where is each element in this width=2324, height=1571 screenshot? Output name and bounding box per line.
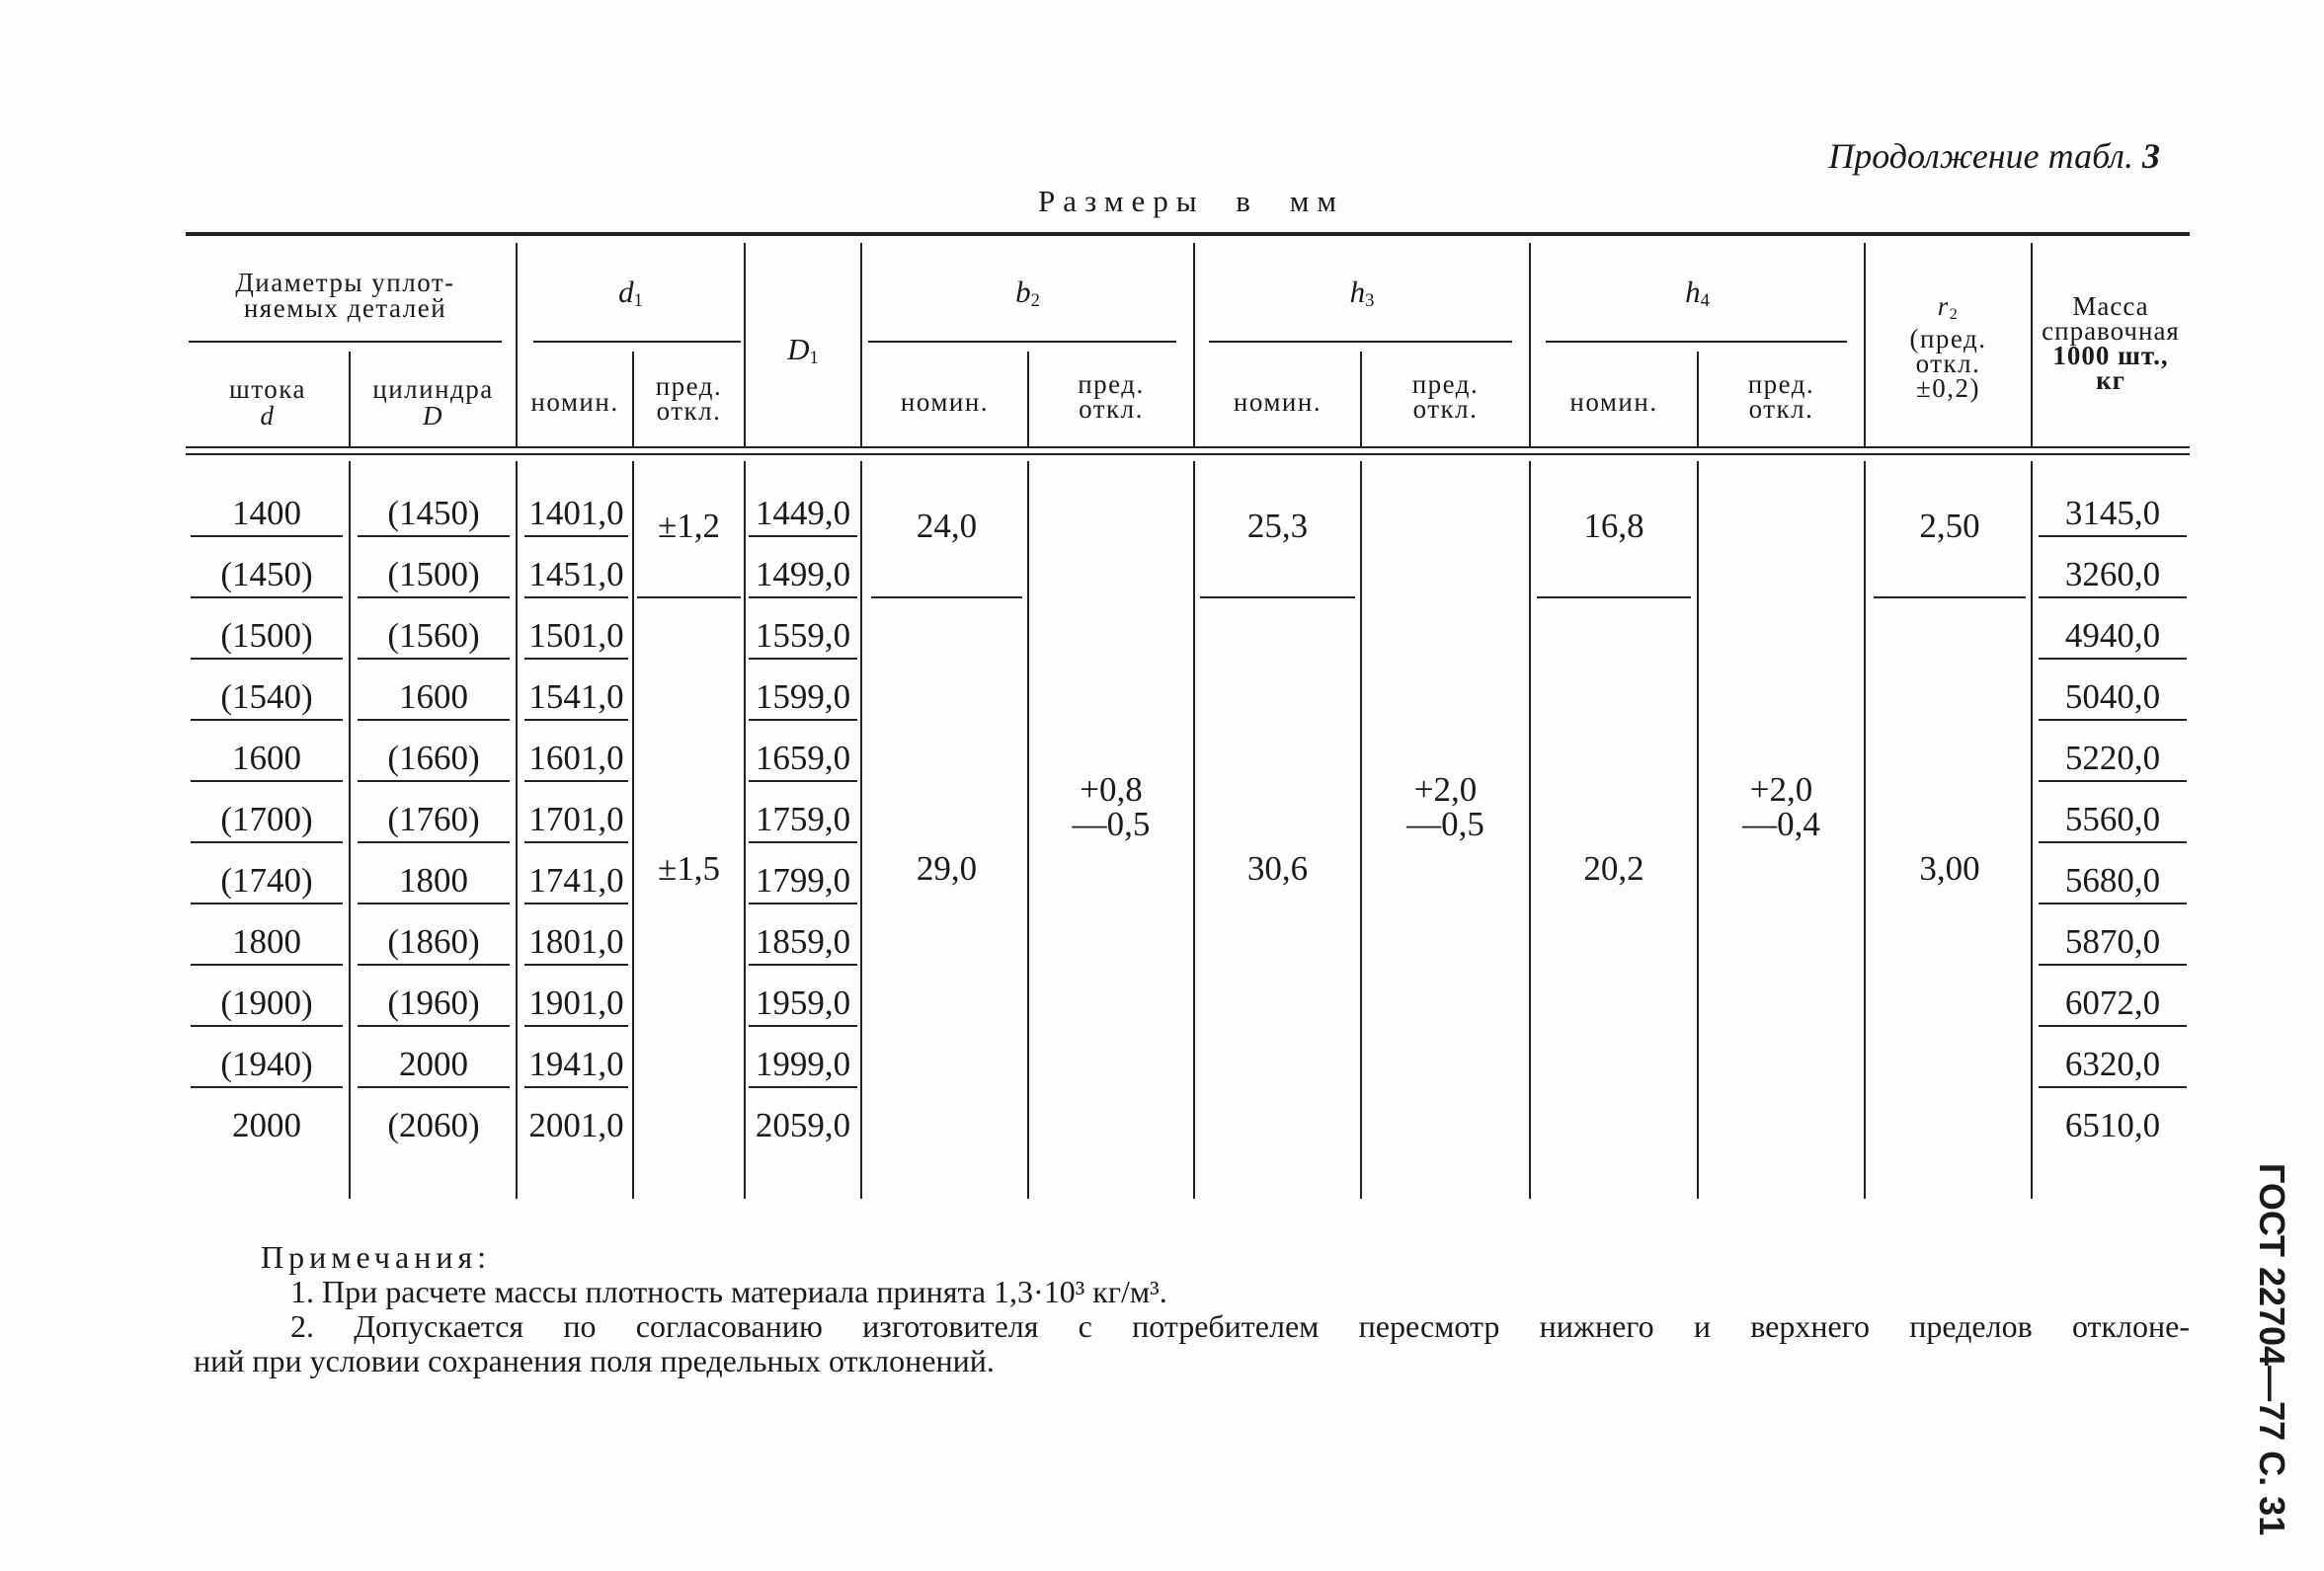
cylinder-diameter-cell: (1450) xyxy=(358,476,510,537)
cylinder-diameter-cell: 2000 xyxy=(358,1027,510,1088)
body-column-rule xyxy=(2031,461,2033,1199)
cylinder-diameter-cell: (1860) xyxy=(358,904,510,966)
diameters-header-line: Диаметры уплот- xyxy=(235,268,455,297)
h4-nominal-cell: 20,2 xyxy=(1583,849,1644,888)
r2-note-line: откл. xyxy=(1915,349,1981,378)
b2-subscript: 2 xyxy=(1030,290,1040,311)
header-group-rule xyxy=(533,341,741,343)
r2-value-cell: 3,00 xyxy=(1919,849,1980,888)
deviation-label-line: откл. xyxy=(1748,394,1814,424)
h4-nominal-cell: 16,8 xyxy=(1537,476,1691,598)
rod-diameter-cell: (1540) xyxy=(191,660,343,721)
D1-value-cell: 1599,0 xyxy=(749,660,857,721)
D1-value-cell: 1759,0 xyxy=(749,782,857,843)
tolerance-value: —0,5 xyxy=(1072,805,1151,843)
d1-header xyxy=(517,275,745,319)
d1-nominal-cell: 2001,0 xyxy=(528,1106,624,1144)
rod-symbol: d xyxy=(260,401,276,431)
tolerance-value: +2,0 xyxy=(1749,770,1813,809)
cylinder-diameter-cell: (1500) xyxy=(358,537,510,598)
body-column-rule xyxy=(1864,461,1866,1199)
diameters-group-header xyxy=(189,270,502,321)
body-column-rule xyxy=(1697,461,1699,1199)
notes-block xyxy=(194,1240,2190,1378)
rod-diameter-cell: 2000 xyxy=(232,1106,301,1144)
rod-diameter-cell: (1450) xyxy=(191,537,343,598)
D1-value-cell: 1959,0 xyxy=(749,966,857,1027)
body-column-rule xyxy=(516,461,518,1199)
tolerance-value: +0,8 xyxy=(1080,770,1143,809)
rod-header xyxy=(186,376,350,430)
d1-symbol: d xyxy=(618,275,634,309)
h4-nominal-header: номин. xyxy=(1569,387,1658,417)
note-2: 2. Допускается по согласованию изготовителя с потребителем пересмотр нижнего и верхнего пределов отклоне- xyxy=(290,1308,2190,1344)
b2-header xyxy=(861,275,1194,319)
d1-nominal-cell: 1941,0 xyxy=(524,1027,628,1088)
r2-note-line: ±0,2) xyxy=(1915,373,1981,403)
d1-nominal-cell: 1741,0 xyxy=(524,843,628,904)
deviation-label-line: откл. xyxy=(1079,394,1144,424)
tolerance-value: +2,0 xyxy=(1413,770,1478,809)
D1-value-cell: 1859,0 xyxy=(749,904,857,966)
D1-value-cell: 1799,0 xyxy=(749,843,857,904)
mass-value-cell: 5680,0 xyxy=(2039,843,2187,904)
r2-value-cell: 2,50 xyxy=(1874,476,2026,598)
body-column-rule xyxy=(1529,461,1531,1199)
d1-nominal-cell: 1401,0 xyxy=(524,476,628,537)
cylinder-diameter-cell: (1760) xyxy=(358,782,510,843)
b2-nominal-header: номин. xyxy=(900,387,990,417)
h3-symbol: h xyxy=(1349,275,1366,309)
b2-nominal-cell: 29,0 xyxy=(916,849,978,888)
d1-nominal-cell: 1801,0 xyxy=(524,904,628,966)
rod-diameter-cell: (1940) xyxy=(191,1027,343,1088)
D1-header xyxy=(745,332,861,376)
h3-nominal-header: номин. xyxy=(1233,387,1322,417)
table-number: 3 xyxy=(2142,136,2160,176)
mass-value-cell: 6072,0 xyxy=(2039,966,2187,1027)
r2-symbol: r xyxy=(1937,291,1950,321)
h3-nominal-cell: 25,3 xyxy=(1200,476,1355,598)
header-group-rule xyxy=(189,341,502,343)
note-2-continued: ний при условии сохранения поля предельных отклонений. xyxy=(194,1343,995,1378)
h4-deviation-cell xyxy=(1702,476,1861,841)
h3-nominal-cell: 30,6 xyxy=(1246,849,1309,888)
deviation-label-line: пред. xyxy=(1411,369,1480,399)
mass-value-cell: 5040,0 xyxy=(2039,660,2187,721)
rod-diameter-cell: 1800 xyxy=(191,904,343,966)
D1-subscript: 1 xyxy=(809,348,819,368)
cylinder-diameter-cell: (1960) xyxy=(358,966,510,1027)
continuation-text: Продолжение табл. xyxy=(1828,136,2133,176)
header-bottom-rule xyxy=(186,446,2190,448)
mass-header xyxy=(2032,291,2190,395)
D1-value-cell: 1449,0 xyxy=(749,476,857,537)
table-continuation-label xyxy=(1828,134,2160,178)
D1-value-cell: 1499,0 xyxy=(749,537,857,598)
deviation-label-line: откл. xyxy=(656,396,722,426)
d1-deviation-cell: ±1,5 xyxy=(658,849,720,888)
D1-value-cell: 2059,0 xyxy=(755,1106,851,1144)
body-column-rule xyxy=(1027,461,1029,1199)
h4-subscript: 4 xyxy=(1700,290,1710,311)
cylinder-diameter-cell: 1600 xyxy=(358,660,510,721)
mass-header-line: кг xyxy=(2096,365,2125,395)
h3-deviation-header xyxy=(1361,369,1530,424)
notes-title: Примечания: xyxy=(261,1239,492,1275)
d1-nominal-cell: 1901,0 xyxy=(524,966,628,1027)
mass-header-line: 1000 шт., xyxy=(2052,341,2169,370)
header-group-rule xyxy=(1209,341,1512,343)
D1-value-cell: 1659,0 xyxy=(749,721,857,782)
b2-deviation-cell xyxy=(1032,476,1190,841)
mass-value-cell: 6320,0 xyxy=(2039,1027,2187,1088)
body-column-rule xyxy=(860,461,862,1199)
body-column-rule xyxy=(1360,461,1362,1199)
r2-subscript: 2 xyxy=(1949,305,1960,323)
header-group-rule xyxy=(868,341,1176,343)
cylinder-diameter-cell: (1560) xyxy=(358,598,510,660)
mass-value-cell: 3260,0 xyxy=(2039,537,2187,598)
d1-deviation-cell: ±1,2 xyxy=(637,476,741,598)
units-caption: Размеры в мм xyxy=(1038,184,1344,218)
header-bottom-rule xyxy=(186,453,2190,455)
d1-deviation-header xyxy=(633,371,745,426)
D1-value-cell: 1999,0 xyxy=(749,1027,857,1088)
rod-header-label: штока xyxy=(229,374,306,404)
body-column-rule xyxy=(349,461,351,1199)
h3-deviation-cell xyxy=(1365,476,1526,841)
body-column-rule xyxy=(632,461,634,1199)
rod-diameter-cell: (1740) xyxy=(191,843,343,904)
deviation-label-line: пред. xyxy=(655,371,723,401)
D1-value-cell: 1559,0 xyxy=(749,598,857,660)
d1-nominal-cell: 1601,0 xyxy=(524,721,628,782)
mass-value-cell: 3145,0 xyxy=(2039,476,2187,537)
mass-header-line: Масса xyxy=(2072,291,2149,321)
h4-symbol: h xyxy=(1685,275,1701,309)
r2-note-line: (пред. xyxy=(1909,324,1987,353)
D1-symbol: D xyxy=(787,332,810,366)
table-top-rule xyxy=(186,232,2190,236)
mass-value-cell: 6510,0 xyxy=(2064,1106,2161,1144)
deviation-label-line: пред. xyxy=(1078,369,1145,399)
rod-diameter-cell: 1400 xyxy=(191,476,343,537)
rod-diameter-cell: (1500) xyxy=(191,598,343,660)
d1-nominal-header: номин. xyxy=(530,387,619,417)
deviation-label-line: откл. xyxy=(1412,394,1479,424)
b2-symbol: b xyxy=(1015,275,1031,309)
mass-value-cell: 5560,0 xyxy=(2039,782,2187,843)
cylinder-header xyxy=(350,376,517,430)
header-group-rule xyxy=(1546,341,1847,343)
rod-diameter-cell: (1700) xyxy=(191,782,343,843)
h3-header xyxy=(1194,275,1530,319)
diameters-header-line: няемых деталей xyxy=(243,293,447,323)
h4-header xyxy=(1530,275,1865,319)
rod-diameter-cell: 1600 xyxy=(191,721,343,782)
tolerance-value: —0,5 xyxy=(1406,805,1484,843)
tolerance-value: —0,4 xyxy=(1742,805,1820,843)
h3-subscript: 3 xyxy=(1365,290,1375,311)
rod-diameter-cell: (1900) xyxy=(191,966,343,1027)
d1-subscript: 1 xyxy=(633,290,643,311)
b2-deviation-header xyxy=(1028,369,1194,424)
d1-nominal-cell: 1451,0 xyxy=(524,537,628,598)
page-footer-label: ГОСТ 22704—77 С. 31 xyxy=(2252,1163,2292,1536)
h4-deviation-header xyxy=(1698,369,1865,424)
cylinder-diameter-cell: (2060) xyxy=(387,1106,480,1144)
mass-value-cell: 5870,0 xyxy=(2039,904,2187,966)
mass-value-cell: 5220,0 xyxy=(2039,721,2187,782)
mass-value-cell: 4940,0 xyxy=(2039,598,2187,660)
body-column-rule xyxy=(1193,461,1195,1199)
d1-nominal-cell: 1541,0 xyxy=(524,660,628,721)
cylinder-diameter-cell: (1660) xyxy=(358,721,510,782)
r2-header xyxy=(1865,291,2032,403)
deviation-label-line: пред. xyxy=(1747,369,1815,399)
body-column-rule xyxy=(744,461,746,1199)
d1-nominal-cell: 1501,0 xyxy=(524,598,628,660)
d1-nominal-cell: 1701,0 xyxy=(524,782,628,843)
note-1: 1. При расчете массы плотность материала принята 1,3·10³ кг/м³. xyxy=(290,1274,1167,1309)
mass-header-line: справочная xyxy=(2042,316,2180,346)
cylinder-diameter-cell: 1800 xyxy=(358,843,510,904)
cylinder-symbol: D xyxy=(423,401,443,431)
b2-nominal-cell: 24,0 xyxy=(871,476,1022,598)
cylinder-header-label: цилиндра xyxy=(372,374,494,404)
